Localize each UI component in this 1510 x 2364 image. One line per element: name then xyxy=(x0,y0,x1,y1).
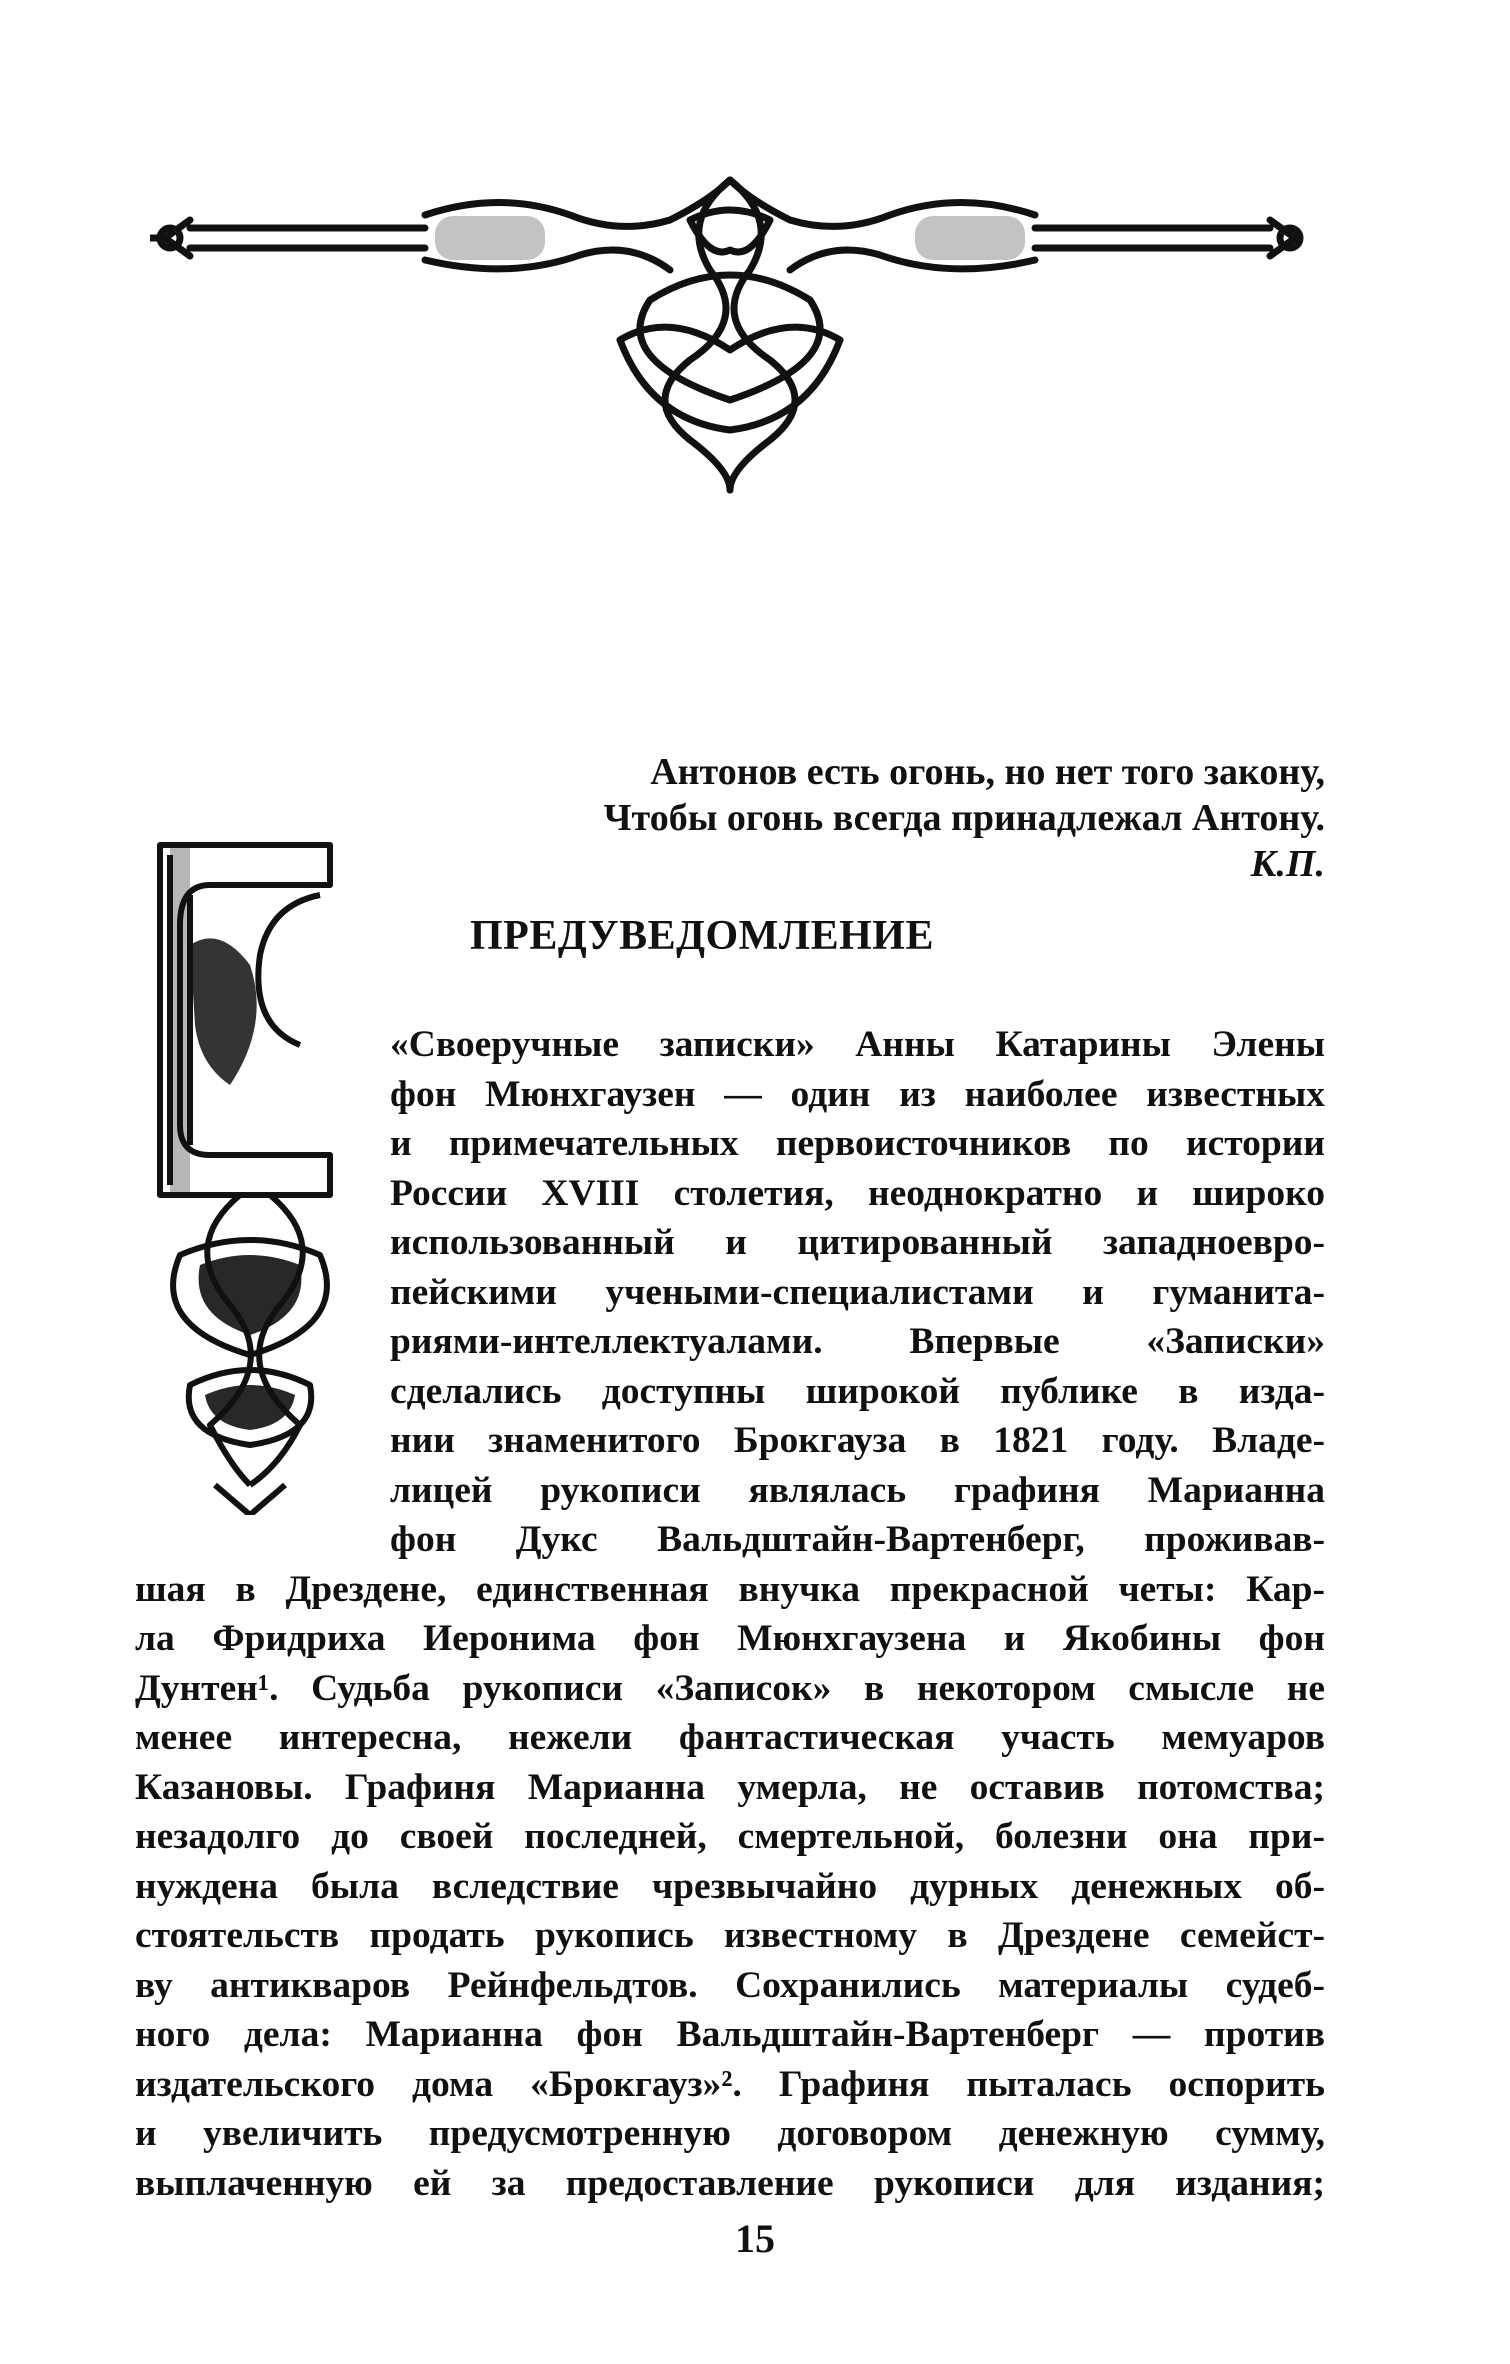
text-line: и увеличить предусмотренную договором денежную сумму, xyxy=(135,2113,1325,2154)
text-line: лицей рукописи являлась графиня Марианна xyxy=(390,1469,1325,1511)
text-line: России XVIII столетия, неоднократно и широко xyxy=(390,1172,1325,1214)
text-line: пейскими учеными-специалистами и гуманита- xyxy=(390,1271,1325,1313)
text-line: и примечательных первоисточников по истории xyxy=(390,1123,1325,1164)
text-line: ла Фридриха Иеронима фон Мюнхгаузена и Якобины фон xyxy=(135,1618,1325,1659)
text-line: издательского дома «Брокгауз»². Графиня пыталась оспорить xyxy=(135,2063,1325,2105)
text-line: фон Мюнхгаузен — один из наиболее известных xyxy=(390,1073,1325,1115)
text-line: нии знаменитого Брокгауза в 1821 году. Владе- xyxy=(390,1420,1325,1461)
text-line: фон Дукс Вальдштайн-Вартенберг, проживав- xyxy=(390,1519,1325,1560)
text-line: ву антикваров Рейнфельдтов. Сохранились материалы судеб- xyxy=(135,1964,1325,2006)
text-line: Казановы. Графиня Марианна умерла, не оставив потомства; xyxy=(135,1766,1325,1808)
text-line: «Своеручные записки» Анны Катарины Элены xyxy=(390,1024,1325,1065)
epigraph-line: Чтобы огонь всегда принадлежал Антону. xyxy=(603,797,1325,839)
epigraph xyxy=(400,748,1325,796)
text-line: нуждена была вследствие чрезвычайно дурных денежных об- xyxy=(135,1865,1325,1907)
page-number: 15 xyxy=(735,2216,775,2261)
epigraph xyxy=(400,794,1325,842)
text-line: Дунтен¹. Судьба рукописи «Записок» в некотором смысле не xyxy=(135,1667,1325,1709)
epigraph-line: Антонов есть огонь, но нет того закону, xyxy=(650,751,1325,793)
text-line: ного дела: Марианна фон Вальдштайн-Вартенберг — против xyxy=(135,2014,1325,2055)
text-line: выплаченную ей за предоставление рукописи для издания; xyxy=(135,2162,1325,2204)
text-line: использованный и цитированный западноевро- xyxy=(390,1222,1325,1263)
text-line: риями-интеллектуалами. Впервые «Записки» xyxy=(390,1321,1325,1362)
epigraph-author: К.П. xyxy=(1250,843,1325,885)
text-line: сделались доступны широкой публике в изда- xyxy=(390,1370,1325,1412)
text-line: менее интересна, нежели фантастическая участь мемуаров xyxy=(135,1717,1325,1758)
ornamental-headpiece-icon xyxy=(150,160,1310,500)
body-text xyxy=(135,1020,1325,2208)
chapter-title: ПРЕДУВЕДОМЛЕНИЕ xyxy=(470,913,934,959)
epigraph-attribution xyxy=(400,840,1325,888)
text-line: незадолго до своей последней, смертельной, болезни она при- xyxy=(135,1816,1325,1857)
text-line: стоятельств продать рукопись известному в Дрездене семейст- xyxy=(135,1915,1325,1956)
text-line: шая в Дрездене, единственная внучка прекрасной четы: Кар- xyxy=(135,1568,1325,1610)
